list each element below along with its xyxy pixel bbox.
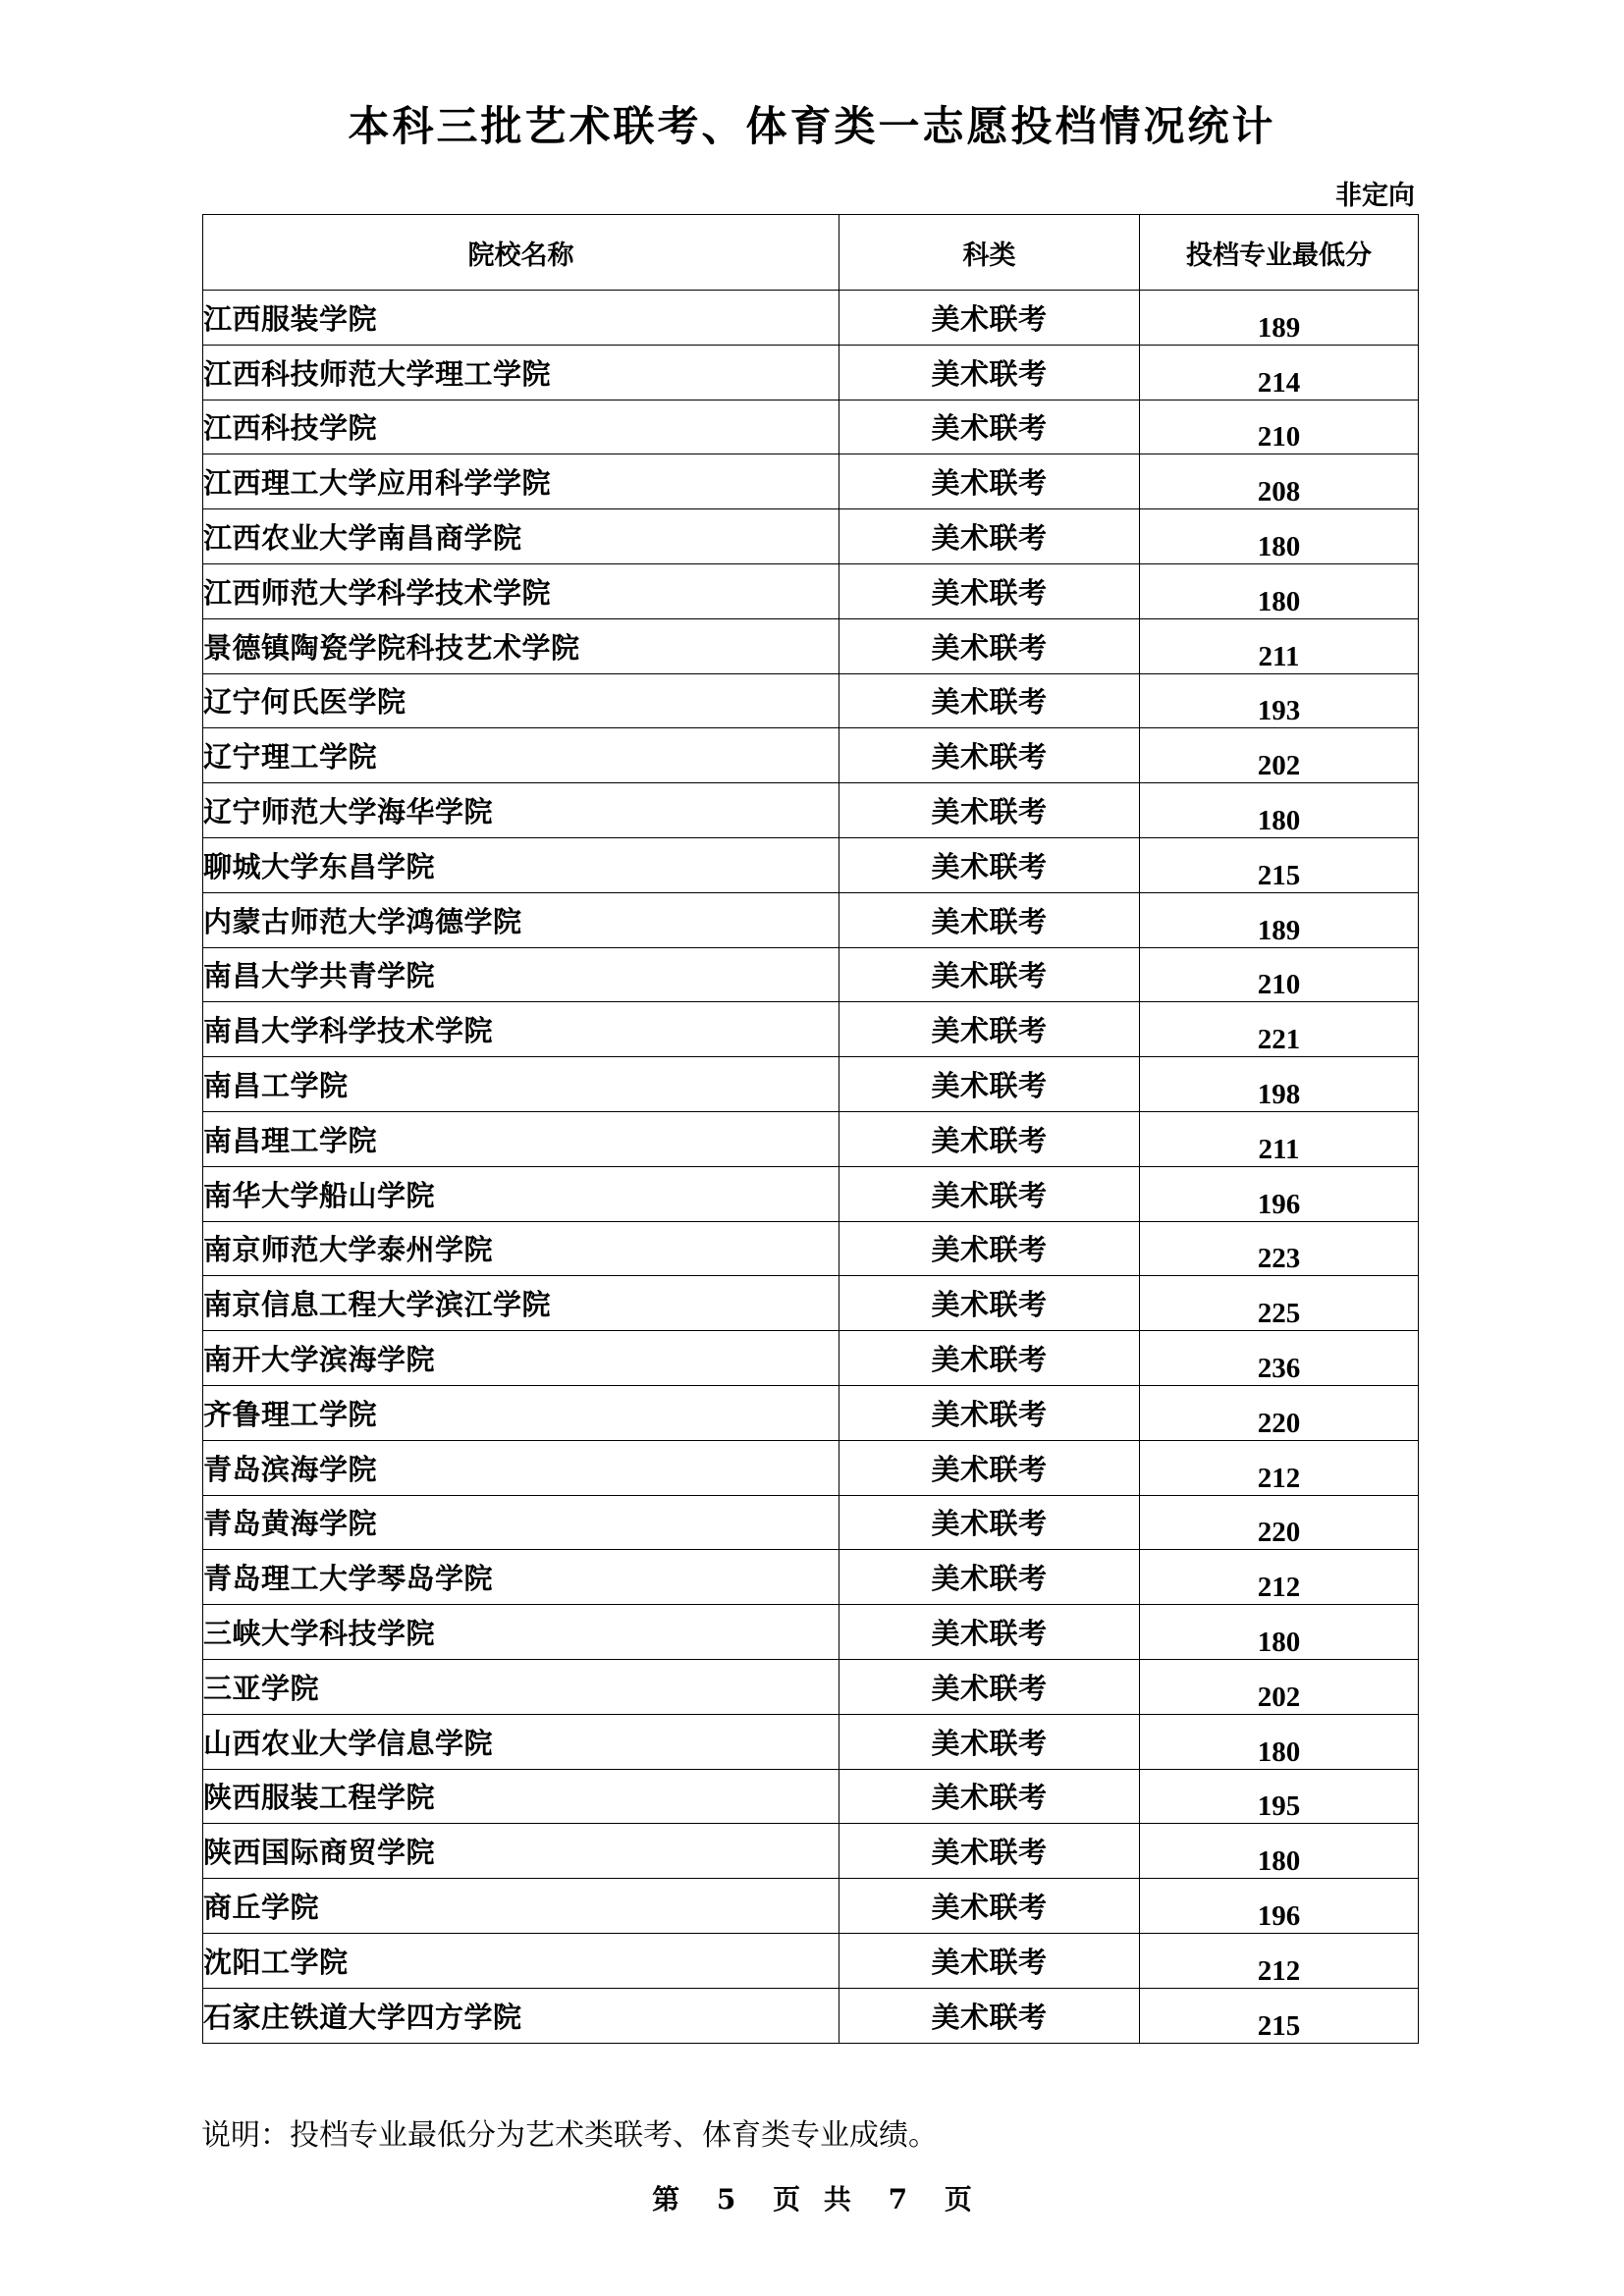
min-score-cell: 214 (1140, 345, 1419, 400)
pager-gong: 共 (823, 2183, 851, 2216)
category-cell: 美术联考 (839, 1495, 1140, 1550)
min-score-cell: 212 (1140, 1933, 1419, 1988)
category-cell: 美术联考 (839, 1331, 1140, 1386)
min-score-cell: 198 (1140, 1057, 1419, 1112)
min-score-cell: 195 (1140, 1769, 1419, 1824)
category-cell: 美术联考 (839, 1550, 1140, 1605)
category-cell: 美术联考 (839, 509, 1140, 564)
min-score-cell: 215 (1140, 1988, 1419, 2043)
min-score-cell: 196 (1140, 1879, 1419, 1934)
school-name-cell: 山西农业大学信息学院 (203, 1714, 839, 1769)
footnote: 说明：投档专业最低分为艺术类联考、体育类专业成绩。 (201, 2118, 938, 2153)
table-row (203, 618, 1419, 673)
table-row (203, 1221, 1419, 1276)
table-row (203, 400, 1419, 454)
school-name-cell: 三亚学院 (203, 1659, 839, 1714)
school-name-cell: 南昌工学院 (203, 1057, 839, 1112)
header-category: 科类 (839, 215, 1140, 291)
school-name-cell: 辽宁理工学院 (203, 728, 839, 783)
category-cell: 美术联考 (839, 728, 1140, 783)
min-score-cell: 220 (1140, 1495, 1419, 1550)
min-score-cell: 223 (1140, 1221, 1419, 1276)
category-cell: 美术联考 (839, 1276, 1140, 1331)
category-cell: 美术联考 (839, 345, 1140, 400)
category-cell: 美术联考 (839, 291, 1140, 346)
category-cell: 美术联考 (839, 783, 1140, 838)
min-score-cell: 180 (1140, 783, 1419, 838)
page-footer (0, 2178, 1624, 2217)
min-score-cell: 193 (1140, 673, 1419, 728)
category-cell: 美术联考 (839, 947, 1140, 1002)
table-row (203, 1166, 1419, 1221)
table-row (203, 1495, 1419, 1550)
table-row (203, 892, 1419, 947)
school-name-cell: 青岛黄海学院 (203, 1495, 839, 1550)
category-cell: 美术联考 (839, 673, 1140, 728)
table-row (203, 1331, 1419, 1386)
table-row (203, 1385, 1419, 1440)
category-cell: 美术联考 (839, 1933, 1140, 1988)
table-row (203, 291, 1419, 346)
table-row (203, 1933, 1419, 1988)
category-cell: 美术联考 (839, 1714, 1140, 1769)
subtitle-label: 非定向 (1335, 181, 1415, 211)
min-score-cell: 180 (1140, 563, 1419, 618)
school-name-cell: 江西服装学院 (203, 291, 839, 346)
min-score-cell: 180 (1140, 1605, 1419, 1660)
min-score-cell: 202 (1140, 1659, 1419, 1714)
min-score-cell: 211 (1140, 1111, 1419, 1166)
school-name-cell: 石家庄铁道大学四方学院 (203, 1988, 839, 2043)
school-name-cell: 聊城大学东昌学院 (203, 837, 839, 892)
table-row (203, 509, 1419, 564)
category-cell: 美术联考 (839, 1440, 1140, 1495)
page-title: 本科三批艺术联考、体育类一志愿投档情况统计 (348, 102, 1276, 150)
category-cell: 美术联考 (839, 1605, 1140, 1660)
table-row (203, 783, 1419, 838)
min-score-cell: 212 (1140, 1440, 1419, 1495)
table-row (203, 673, 1419, 728)
category-cell: 美术联考 (839, 1057, 1140, 1112)
min-score-cell: 220 (1140, 1385, 1419, 1440)
min-score-cell: 196 (1140, 1166, 1419, 1221)
school-name-cell: 南昌理工学院 (203, 1111, 839, 1166)
min-score-cell: 212 (1140, 1550, 1419, 1605)
school-name-cell: 南昌大学共青学院 (203, 947, 839, 1002)
category-cell: 美术联考 (839, 618, 1140, 673)
table-row (203, 345, 1419, 400)
min-score-cell: 180 (1140, 1714, 1419, 1769)
category-cell: 美术联考 (839, 1166, 1140, 1221)
table-row (203, 1824, 1419, 1879)
min-score-cell: 202 (1140, 728, 1419, 783)
category-cell: 美术联考 (839, 837, 1140, 892)
school-name-cell: 陕西服装工程学院 (203, 1769, 839, 1824)
school-name-cell: 南京信息工程大学滨江学院 (203, 1276, 839, 1331)
table-row (203, 1550, 1419, 1605)
min-score-cell: 210 (1140, 947, 1419, 1002)
category-cell: 美术联考 (839, 1002, 1140, 1057)
school-name-cell: 青岛理工大学琴岛学院 (203, 1550, 839, 1605)
category-cell: 美术联考 (839, 1824, 1140, 1879)
category-cell: 美术联考 (839, 1111, 1140, 1166)
header-school-name: 院校名称 (203, 215, 839, 291)
school-name-cell: 江西科技师范大学理工学院 (203, 345, 839, 400)
min-score-cell: 225 (1140, 1276, 1419, 1331)
table-row (203, 1714, 1419, 1769)
category-cell: 美术联考 (839, 1879, 1140, 1934)
school-name-cell: 辽宁师范大学海华学院 (203, 783, 839, 838)
school-name-cell: 南昌大学科学技术学院 (203, 1002, 839, 1057)
table-row (203, 454, 1419, 509)
table-row (203, 1988, 1419, 2043)
min-score-cell: 211 (1140, 618, 1419, 673)
pager-current-page: 5 (716, 2183, 736, 2216)
table-row (203, 1057, 1419, 1112)
school-name-cell: 江西理工大学应用科学学院 (203, 454, 839, 509)
school-name-cell: 江西师范大学科学技术学院 (203, 563, 839, 618)
category-cell: 美术联考 (839, 1221, 1140, 1276)
min-score-cell: 236 (1140, 1331, 1419, 1386)
table-row (203, 1111, 1419, 1166)
category-cell: 美术联考 (839, 400, 1140, 454)
pager-ye2: 页 (944, 2183, 972, 2216)
category-cell: 美术联考 (839, 1659, 1140, 1714)
min-score-cell: 180 (1140, 509, 1419, 564)
table-header-row (203, 215, 1419, 291)
header-min-score: 投档专业最低分 (1140, 215, 1419, 291)
school-name-cell: 陕西国际商贸学院 (203, 1824, 839, 1879)
school-name-cell: 辽宁何氏医学院 (203, 673, 839, 728)
table-row (203, 1002, 1419, 1057)
pager-ye: 页 (773, 2183, 801, 2216)
school-name-cell: 南京师范大学泰州学院 (203, 1221, 839, 1276)
category-cell: 美术联考 (839, 1385, 1140, 1440)
school-name-cell: 青岛滨海学院 (203, 1440, 839, 1495)
min-score-cell: 180 (1140, 1824, 1419, 1879)
category-cell: 美术联考 (839, 1988, 1140, 2043)
min-score-cell: 189 (1140, 892, 1419, 947)
table-row (203, 1276, 1419, 1331)
category-cell: 美术联考 (839, 454, 1140, 509)
pager-di: 第 (652, 2183, 680, 2216)
table-body (203, 291, 1419, 2044)
school-name-cell: 三峡大学科技学院 (203, 1605, 839, 1660)
table-row (203, 1605, 1419, 1660)
school-name-cell: 南华大学船山学院 (203, 1166, 839, 1221)
school-name-cell: 景德镇陶瓷学院科技艺术学院 (203, 618, 839, 673)
table-row (203, 728, 1419, 783)
pager-total-pages: 7 (888, 2183, 908, 2216)
school-name-cell: 江西科技学院 (203, 400, 839, 454)
min-score-cell: 221 (1140, 1002, 1419, 1057)
table-row (203, 947, 1419, 1002)
category-cell: 美术联考 (839, 563, 1140, 618)
min-score-cell: 208 (1140, 454, 1419, 509)
table-row (203, 837, 1419, 892)
min-score-cell: 210 (1140, 400, 1419, 454)
school-name-cell: 商丘学院 (203, 1879, 839, 1934)
table-row (203, 1440, 1419, 1495)
table-row (203, 1879, 1419, 1934)
category-cell: 美术联考 (839, 1769, 1140, 1824)
table-row (203, 1769, 1419, 1824)
category-cell: 美术联考 (839, 892, 1140, 947)
table-row (203, 1659, 1419, 1714)
school-name-cell: 南开大学滨海学院 (203, 1331, 839, 1386)
admission-table (202, 214, 1419, 2044)
min-score-cell: 189 (1140, 291, 1419, 346)
school-name-cell: 沈阳工学院 (203, 1933, 839, 1988)
school-name-cell: 内蒙古师范大学鸿德学院 (203, 892, 839, 947)
table-row (203, 563, 1419, 618)
min-score-cell: 215 (1140, 837, 1419, 892)
school-name-cell: 齐鲁理工学院 (203, 1385, 839, 1440)
school-name-cell: 江西农业大学南昌商学院 (203, 509, 839, 564)
